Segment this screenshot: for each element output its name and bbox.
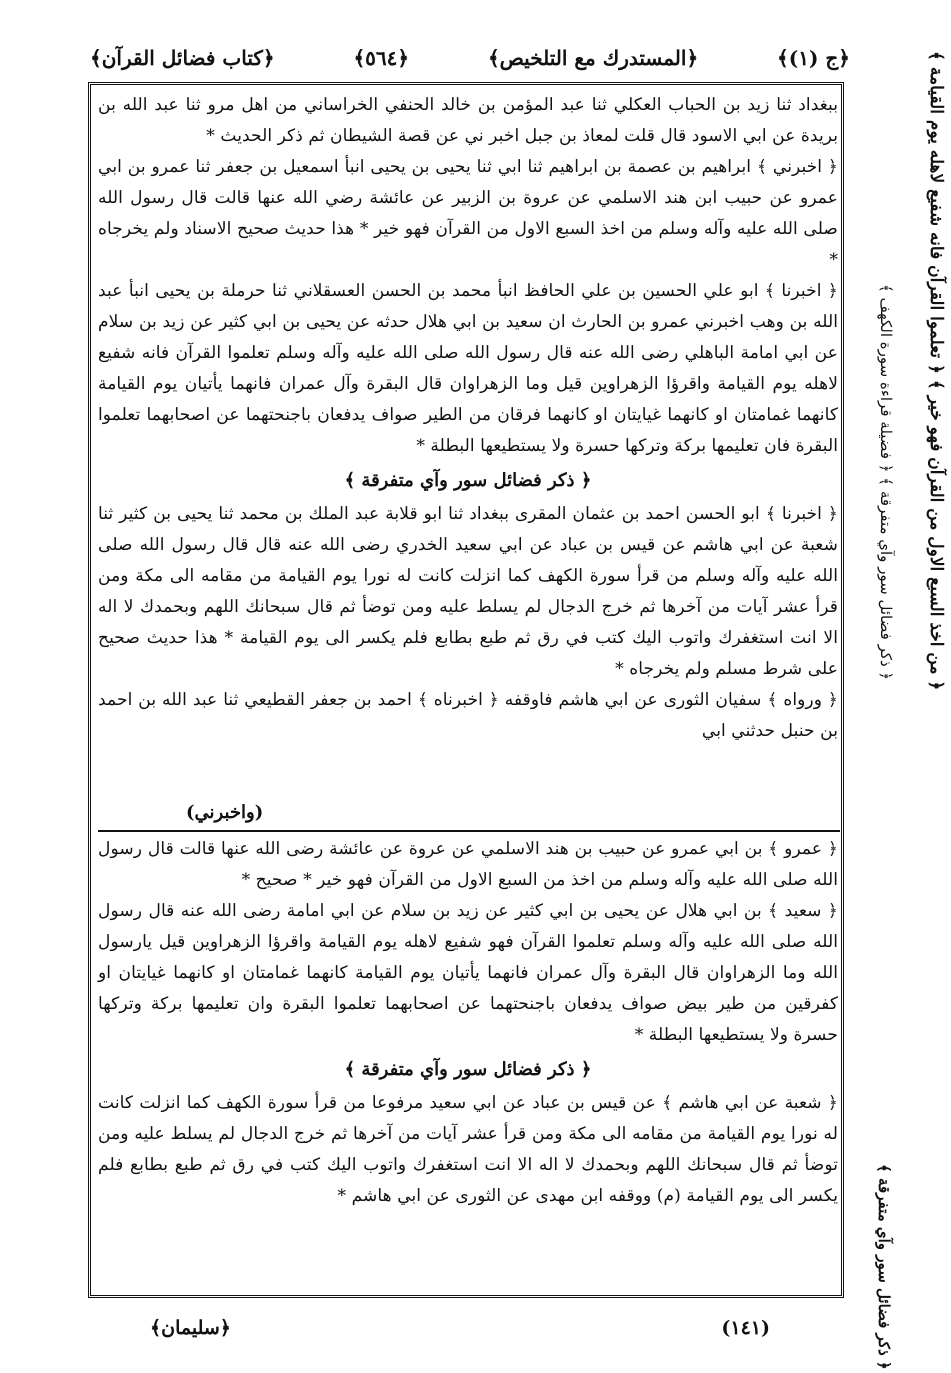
paragraph: ببغداد ثنا زيد بن الحباب العكلي ثنا عبد المؤمن بن خالد الحنفي الخراساني من اهل مرو ثنا عبد الله بن بريدة عن ابي الاسود قال قلت لمعاذ بن جبل اخبر ني عن قصة الشيطان ثم ذكر الحديث * [98, 95, 838, 146]
catchword: (واخبرني) [186, 802, 264, 823]
volume-label: ﴿ج (١)﴾ [777, 46, 850, 70]
note-paragraph: ﴿ عمرو ﴾ بن ابي عمرو عن حبيب بن هند الاسلمي عن عروة عن عائشة رضى الله عنها قالت قال رسول الله صلى الله عليه وآله وسلم من اخذ من السبع الاول من القرآن فهو خير * صحيح * [98, 839, 838, 890]
note-paragraph: ﴿ شعبة عن ابي هاشم ﴾ عن قيس بن عباد عن ابي سعيد مرفوعا من قرأ سورة الكهف كما انزلت كانت له نورا يوم القيامة من مقامه الى مكة ومن قرأ عشر آيات من آخرها ثم خرج الدجال لم يسلط عليه ومن توضأ ثم قال سبحانك اللهم وبحمدك لا اله الا انت استغفرك واتوب اليك كتب في رق ثم طبع بطابع فلم يكسر الى يوم القيامة (م) ووقفه ابن مهدى عن الثورى عن ابي هاشم * [98, 1093, 838, 1206]
running-title: ﴿المستدرك مع التلخيص﴾ [487, 46, 699, 70]
summary-text [98, 834, 838, 1212]
margin-heading-lower: ﴿ ذكر فضائل سور وآي متفرقة ﴾ [875, 1164, 893, 1370]
paragraph: ﴿ اخبرنا ﴾ ابو علي الحسين بن علي الحافظ انبأ محمد بن الحسن العسقلاني ثنا حرملة بن يحيى انبأ عبد الله بن وهب اخبرني عمرو بن الحارث ان سعيد بن ابي هلال حدثه عن يحيى بن ابي كثير عن زيد بن سلام عن ابي امامة الباهلي رضى الله عنه قال رسول الله صلى الله عليه وآله وسلم تعلموا القرآن فانه شفيع لاهله يوم القيامة واقرؤا الزهراوين قيل وما الزهراوان قال البقرة وآل عمران فانهما يأتيان يوم القيامة كانهما غمامتان او كانهما غيايتان او كانهما فرقان من الطير صواف يدفعان باجنحتهما عن اصحابهما تعلموا البقرة فان تعليمها بركة وتركها حسرة ولا يستطيعها البطلة * [98, 281, 838, 456]
margin-heading-right: ﴿ من اخذ السبع الاول من القرآن فهو خير ﴾ ﴿ تعلموا القرآن فانه شفيع لاهله يوم القيامة ﴾ [926, 50, 946, 690]
note-paragraph: ﴿ سعيد ﴾ بن ابي هلال عن يحيى بن ابي كثير عن زيد بن سلام عن ابي امامة رضى الله عنه قال رسول الله صلى الله عليه وآله وسلم تعلموا القرآن فهو شفيع لاهله يوم القيامة واقرؤا الزهراوين قيل يارسول الله وما الزهراوان قال البقرة وآل عمران فانهما يأتيان يوم القيامة كانهما غمامتان او كانهما غيايتان او كفرقين من طير بيض صواف يدفعان باجنحتهما عن اصحابهما تعلموا البقرة وان تعليمها بركة وتركها حسرة ولا يستطيعها البطلة * [98, 901, 838, 1045]
section-heading: ﴿ ذكر فضائل سور وآي متفرقة ﴾ [344, 470, 592, 491]
page-number-bottom: (١٤١) [721, 1317, 770, 1339]
page-footer [150, 1308, 770, 1348]
paragraph: ﴿ ورواه ﴾ سفيان الثورى عن ابي هاشم فاوقفه ﴿ اخبرناه ﴾ احمد بن جعفر القطيعي ثنا عبد الله بن احمد بن حنبل حدثني ابي [98, 690, 838, 741]
page-header [90, 36, 850, 80]
book-title: ﴿كتاب فضائل القرآن﴾ [90, 46, 275, 70]
divider [98, 830, 840, 832]
signature: ﴿سليمان﴾ [150, 1317, 231, 1339]
margin-heading-middle: ﴿ ذكر فضائل سور وآي متفرقة ﴾ ﴿ فضيلة قراءة سورة الكهف ﴾ [877, 283, 895, 680]
paragraph: ﴿ اخبرني ﴾ ابراهيم بن عصمة بن ابراهيم ثنا ابي ثنا يحيى بن يحيى انبأ اسمعيل بن جعفر ثنا عمرو بن ابي عمرو عن حبيب ابن هند الاسلمي عن عروة بن الزبير عن عائشة رضي الله عنها قالت قال رسول الله صلى الله عليه وآله وسلم من اخذ السبع الاول من القرآن فهو خير * هذا حديث صحيح الاسناد ولم يخرجاه * [98, 157, 838, 270]
main-text [98, 90, 838, 747]
paragraph: ﴿ اخبرنا ﴾ ابو الحسن احمد بن عثمان المقرى ببغداد ثنا ابو قلابة عبد الملك بن محمد ثنا يحيى بن كثير ثنا شعبة عن ابي هاشم عن قيس بن عباد عن ابي سعيد الخدري رضى الله عنه قال قال رسول الله صلى الله عليه وآله وسلم من قرأ سورة الكهف كما انزلت كانت له نورا يوم القيامة من مقامه الى مكة ومن قرأ عشر آيات من آخرها ثم خرج الدجال لم يسلط عليه ومن توضأ ثم قال سبحانك اللهم وبحمدك لا اله الا انت استغفرك واتوب اليك كتب في رق ثم طبع بطابع فلم يكسر الى يوم القيامة * هذا حديث صحيح على شرط مسلم ولم يخرجاه * [98, 504, 838, 679]
page-number-top: ﴿٥٦٤﴾ [353, 46, 410, 70]
section-heading-2: ﴿ ذكر فضائل سور وآي متفرقة ﴾ [344, 1059, 592, 1080]
